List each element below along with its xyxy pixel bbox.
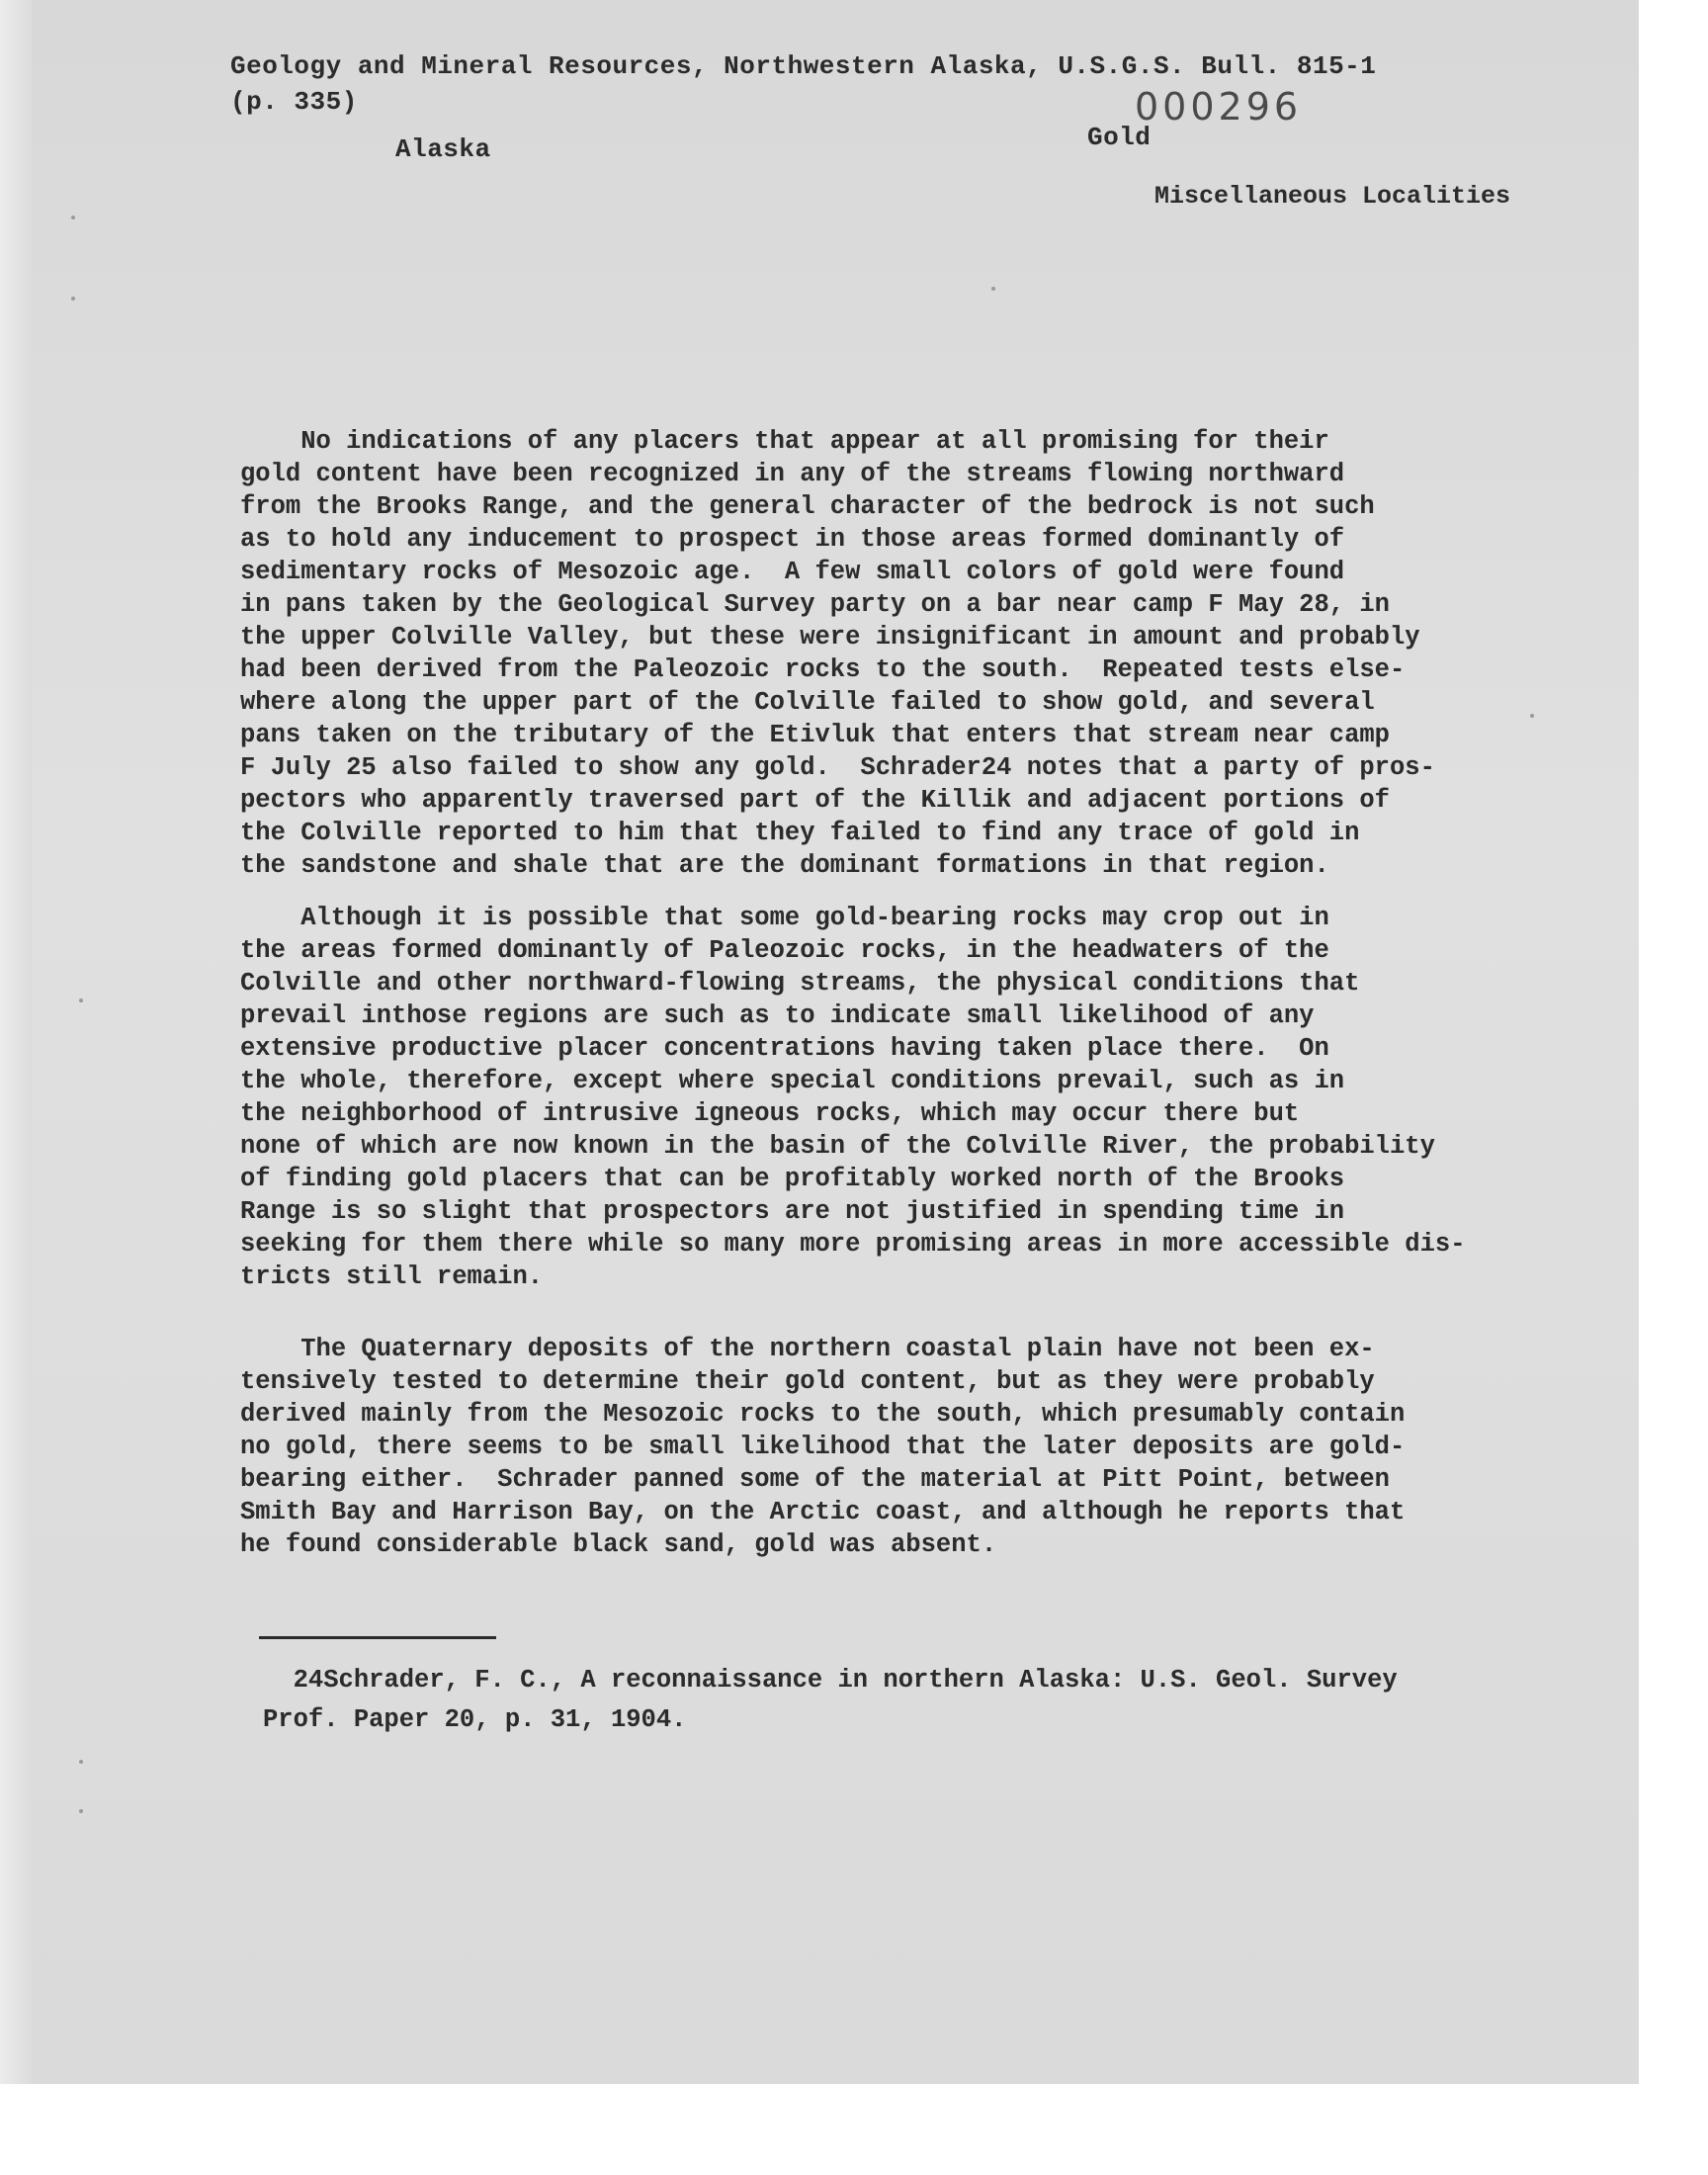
section-title: Miscellaneous Localities [1154,182,1511,211]
paragraph-placer-indications: No indications of any placers that appear at all promising for their gold content have been recognized in any of the streams flowing northward from the Brooks Range, and the general character of the bedrock is not such as to hold any inducement to prospect in those areas formed dominantly of sedimentary rocks of Mesozoic age. A few small colors of gold were found in pans taken by the Geological Survey party on a bar near camp F May 28, in the upper Colville Valley, but these were insignificant in amount and probably had been derived from the Paleozoic rocks to the south. Repeated tests else- where along the upper part of the Colville failed to show gold, and several pans taken on the tributary of the Etivluk that enters that stream near camp F July 25 also failed to show any gold. Schrader24 notes that a party of pros- pectors who apparently traversed part of the Killik and adjacent portions of the Colville reported to him that they failed to find any trace of gold in the sandstone and shale that are the dominant formations in that region. [240,427,1435,880]
scan-speck [991,287,995,291]
scan-speck [79,1809,83,1813]
paragraph-paleozoic-areas: Although it is possible that some gold-bearing rocks may crop out in the areas formed dominantly of Paleozoic rocks, in the headwaters of the Colville and other northward-flowing streams, the physical conditions that prevail inthose regions are such as to indicate small likelihood of any extensive productive placer concentrations having taken place there. On the whole, therefore, except where special conditions prevail, such as in the neighborhood of intrusive igneous rocks, which may occur there but none of which are now known in the basin of the Colville River, the probability of finding gold placers that can be profitably worked north of the Brooks Range is so slight that prospectors are not justified in spending time in seeking for them there while so many more promising areas in more accessible dis- tricts still remain. [240,904,1466,1291]
footnote-divider [259,1636,496,1639]
scan-speck [71,216,75,219]
footnote-schrader: 24Schrader, F. C., A reconnaissance in northern Alaska: U.S. Geol. Survey Prof. Paper 20, p. 31, 1904. [263,1666,1398,1734]
document-number-stamp: 000296 [1135,85,1303,129]
scan-speck [71,297,75,301]
scan-speck [1530,714,1534,718]
paragraph-quaternary-deposits: The Quaternary deposits of the northern coastal plain have not been ex- tensively tested to determine their gold content, but as they were probably derived mainly from the Mesozoic rocks to the south, which presumably contain no gold, there seems to be small likelihood that the later deposits are gold- bearing either. Schrader panned some of the material at Pitt Point, between Smith Bay and Harrison Bay, on the Arctic coast, and although he reports that he found considerable black sand, gold was absent. [240,1335,1406,1559]
header-citation: Geology and Mineral Resources, Northwestern Alaska, U.S.G.S. Bull. 815-1 [230,51,1377,81]
scan-speck [79,1760,83,1764]
header-region: Alaska [395,134,491,164]
scan-speck [79,999,83,1002]
header-commodity: Gold [1087,123,1152,152]
page-left-edge [0,0,32,2084]
header-page-ref: (p. 335) [230,87,358,117]
